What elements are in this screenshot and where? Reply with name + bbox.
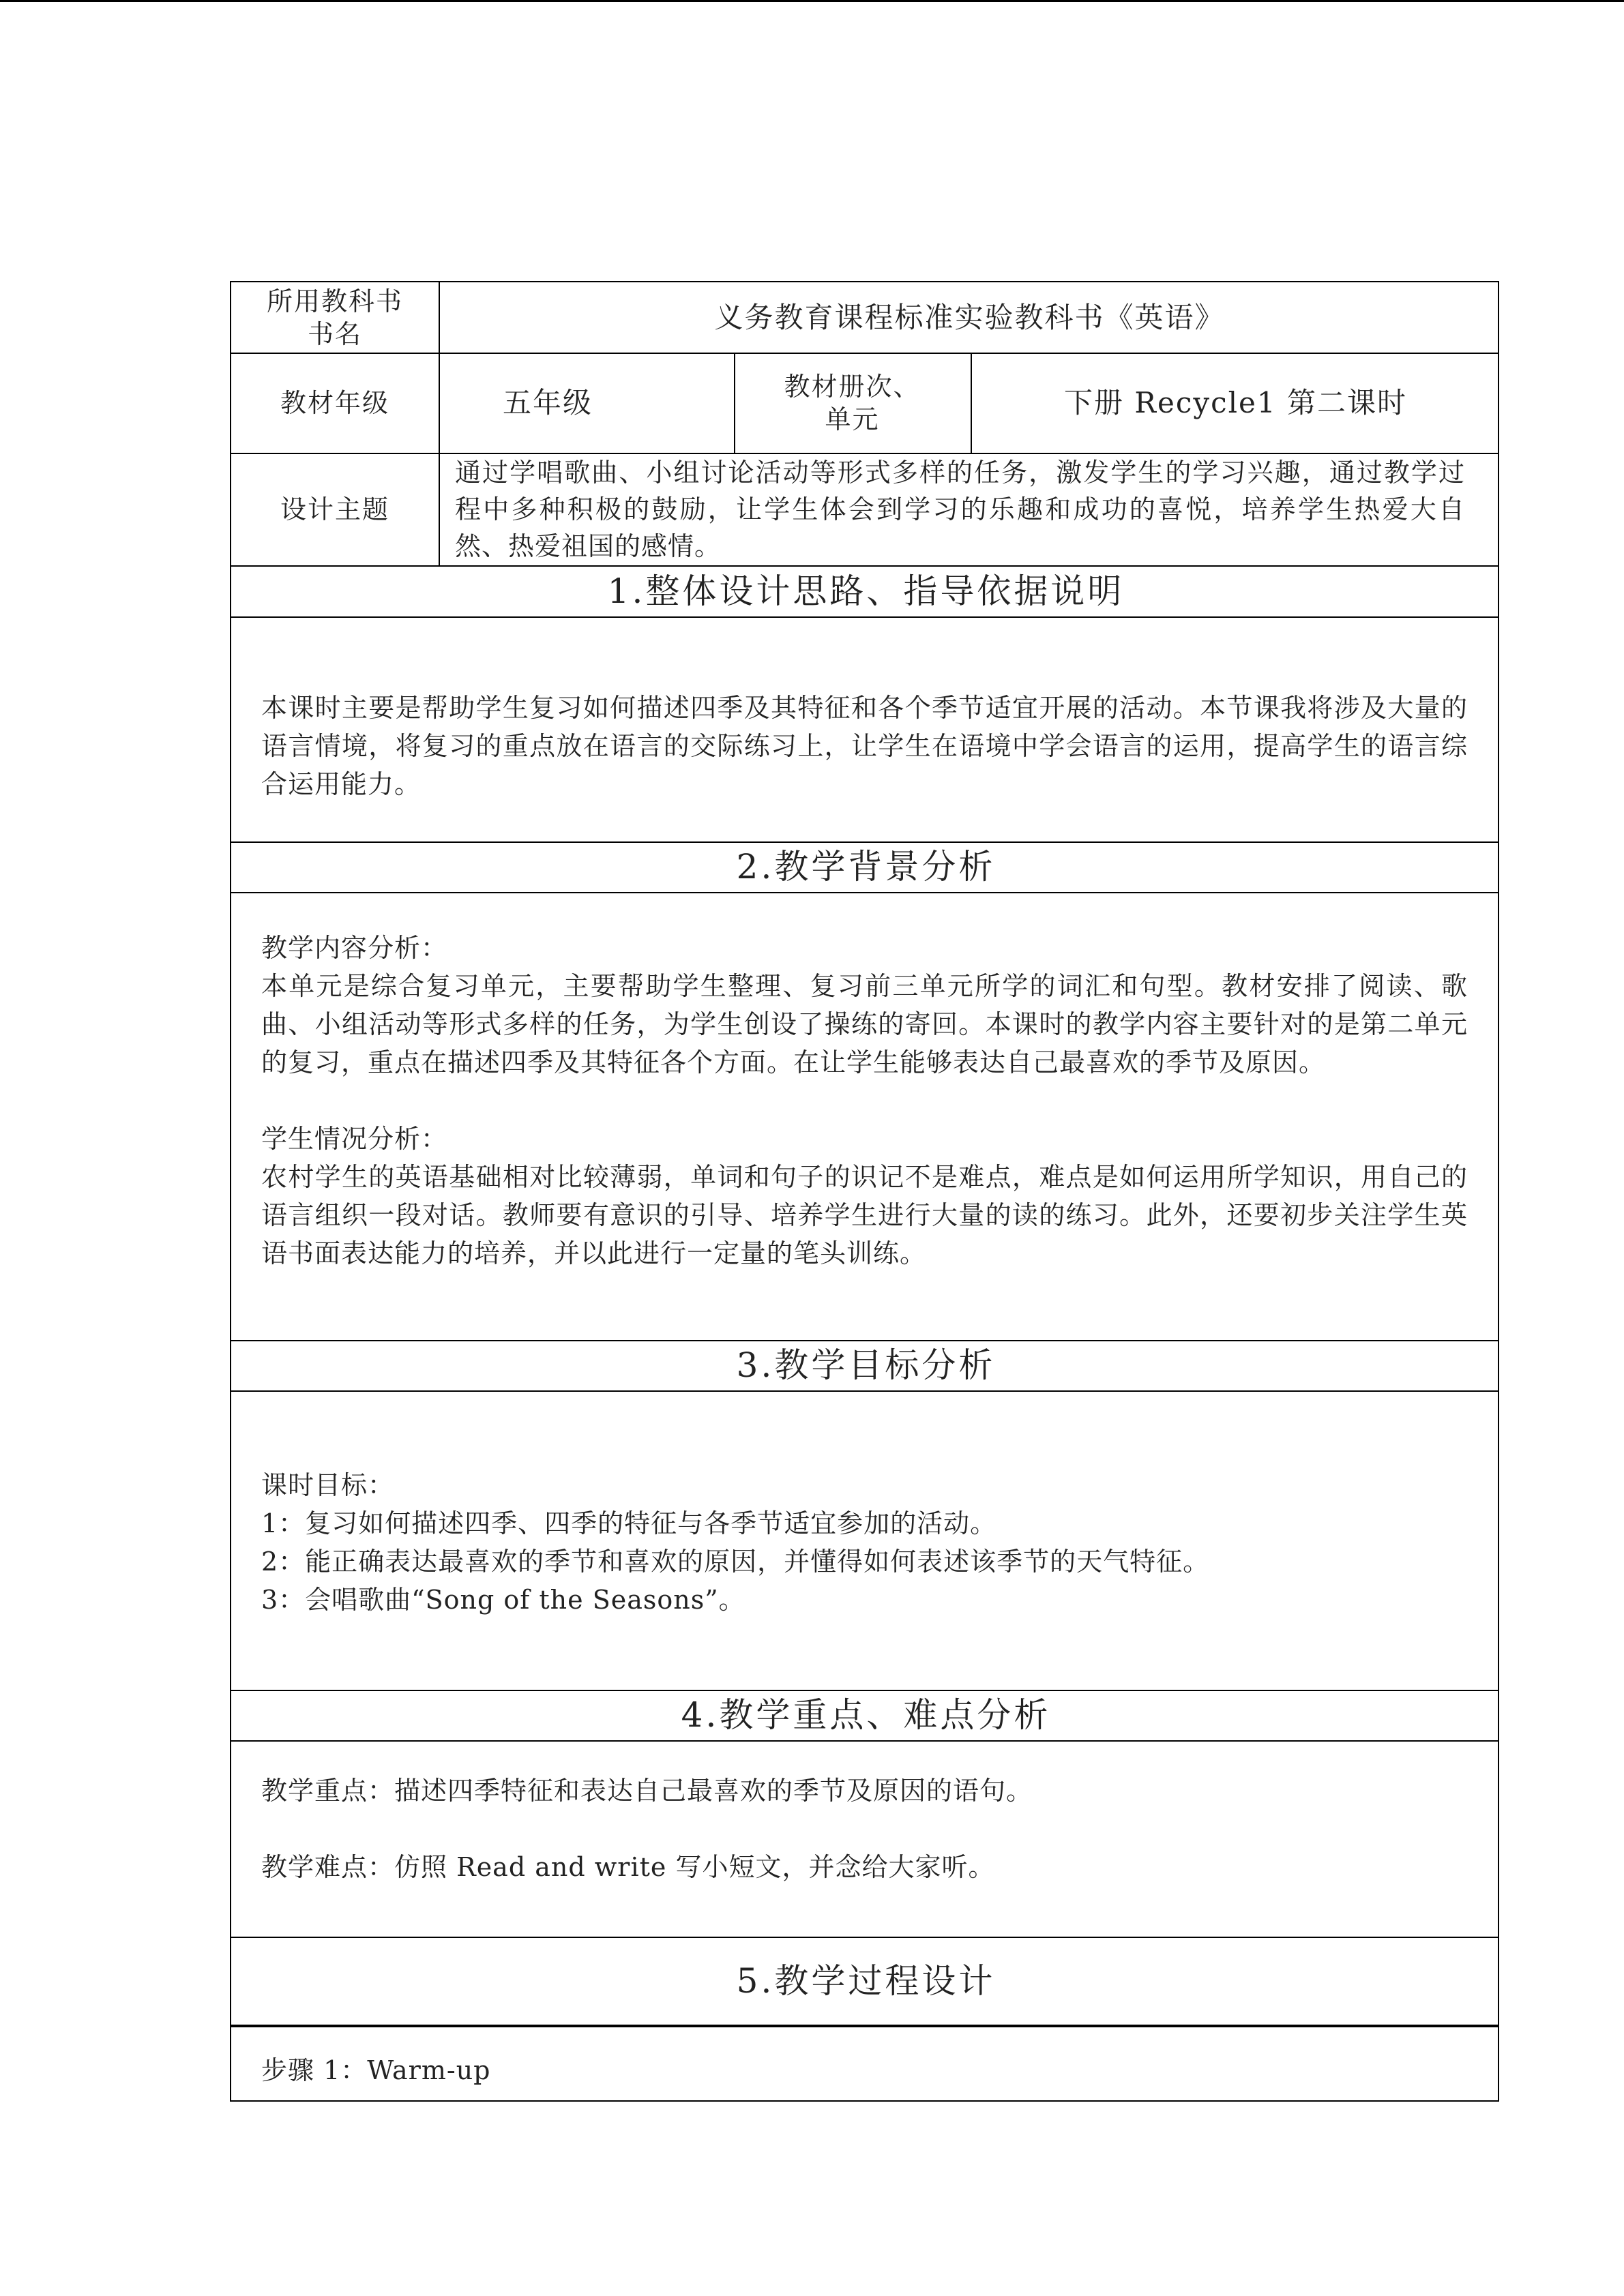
- section-3-heading: 3.教学目标分析: [736, 1345, 996, 1385]
- section-2-content: [261, 929, 1468, 1272]
- key-point: 教学重点：描述四季特征和表达自己最喜欢的季节及原因的语句。: [261, 1776, 1033, 1806]
- design-theme-value: 通过学唱歌曲、小组讨论活动等形式多样的任务，激发学生的学习兴趣，通过教学过程中多种积极的鼓励，让学生体会到学习的乐趣和成功的喜悦，培养学生热爱大自然、热爱祖国的感情。: [455, 457, 1465, 561]
- section-2-heading: 2.教学背景分析: [736, 847, 996, 886]
- section-1-body: 本课时主要是帮助学生复习如何描述四季及其特征和各个季节适宜开展的活动。本节课我将涉及大量的语言情境，将复习的重点放在语言的交际练习上，让学生在语境中学会语言的运用，提高学生的语言综合运用能力。: [261, 693, 1468, 799]
- step-1: 步骤 1：Warm-up: [261, 2055, 491, 2085]
- book-name-value: 义务教育课程标准实验教科书《英语》: [714, 300, 1225, 334]
- objectives-title: 课时目标：: [261, 1470, 395, 1500]
- lesson-plan-table: [230, 281, 1499, 2102]
- objective-item: 1：复习如何描述四季、四季的特征与各季节适宜参加的活动。: [261, 1508, 997, 1538]
- row-divider: [231, 1740, 1498, 1742]
- section-1-heading: 1.整体设计思路、指导依据说明: [607, 571, 1125, 611]
- content-analysis-title: 教学内容分析：: [261, 933, 448, 963]
- volume-unit-label: 教材册次、单元: [784, 371, 921, 434]
- row-divider: [231, 2026, 1498, 2027]
- row-divider: [231, 616, 1498, 618]
- section-1-content: [261, 689, 1468, 803]
- design-theme-label: 设计主题: [280, 494, 389, 524]
- section-3-content: [261, 1466, 1468, 1619]
- student-analysis-body: 农村学生的英语基础相对比较薄弱，单词和句子的识记不是难点，难点是如何运用所学知识，用自己的语言组织一段对话。教师要有意识的引导、培养学生进行大量的读的练习。此外，还要初步关注学生英语书面表达能力的培养，并以此进行一定量的笔头训练。: [261, 1162, 1468, 1268]
- grade-label: 教材年级: [280, 387, 389, 418]
- section-4-heading: 4.教学重点、难点分析: [681, 1695, 1051, 1735]
- row-divider: [231, 892, 1498, 893]
- section-5-content: [261, 2051, 1468, 2089]
- content-analysis-body: 本单元是综合复习单元，主要帮助学生整理、复习前三单元所学的词汇和句型。教材安排了阅读、歌曲、小组活动等形式多样的任务，为学生创设了操练的寄回。本课时的教学内容主要针对的是第二单元的复习，重点在描述四季及其特征各个方面。在让学生能够表达自己最喜欢的季节及原因。: [261, 971, 1468, 1077]
- volume-unit-value: 下册 Recycle1 第二课时: [1064, 385, 1407, 419]
- section-5-heading: 5.教学过程设计: [736, 1960, 996, 2001]
- difficult-point: 教学难点：仿照 Read and write 写小短文，并念给大家听。: [261, 1852, 995, 1882]
- book-name-label: 所用教科书书名: [266, 286, 403, 349]
- row-divider: [231, 1390, 1498, 1392]
- objective-item: 2：能正确表达最喜欢的季节和喜欢的原因，并懂得如何表述该季节的天气特征。: [261, 1547, 1210, 1577]
- objective-item: 3：会唱歌曲“Song of the Seasons”。: [261, 1585, 745, 1615]
- student-analysis-title: 学生情况分析：: [261, 1124, 448, 1154]
- design-theme-cell: [439, 453, 1501, 565]
- grade-value: 五年级: [502, 385, 593, 419]
- top-border-line: [0, 0, 1624, 2]
- section-4-content: [261, 1772, 1468, 1886]
